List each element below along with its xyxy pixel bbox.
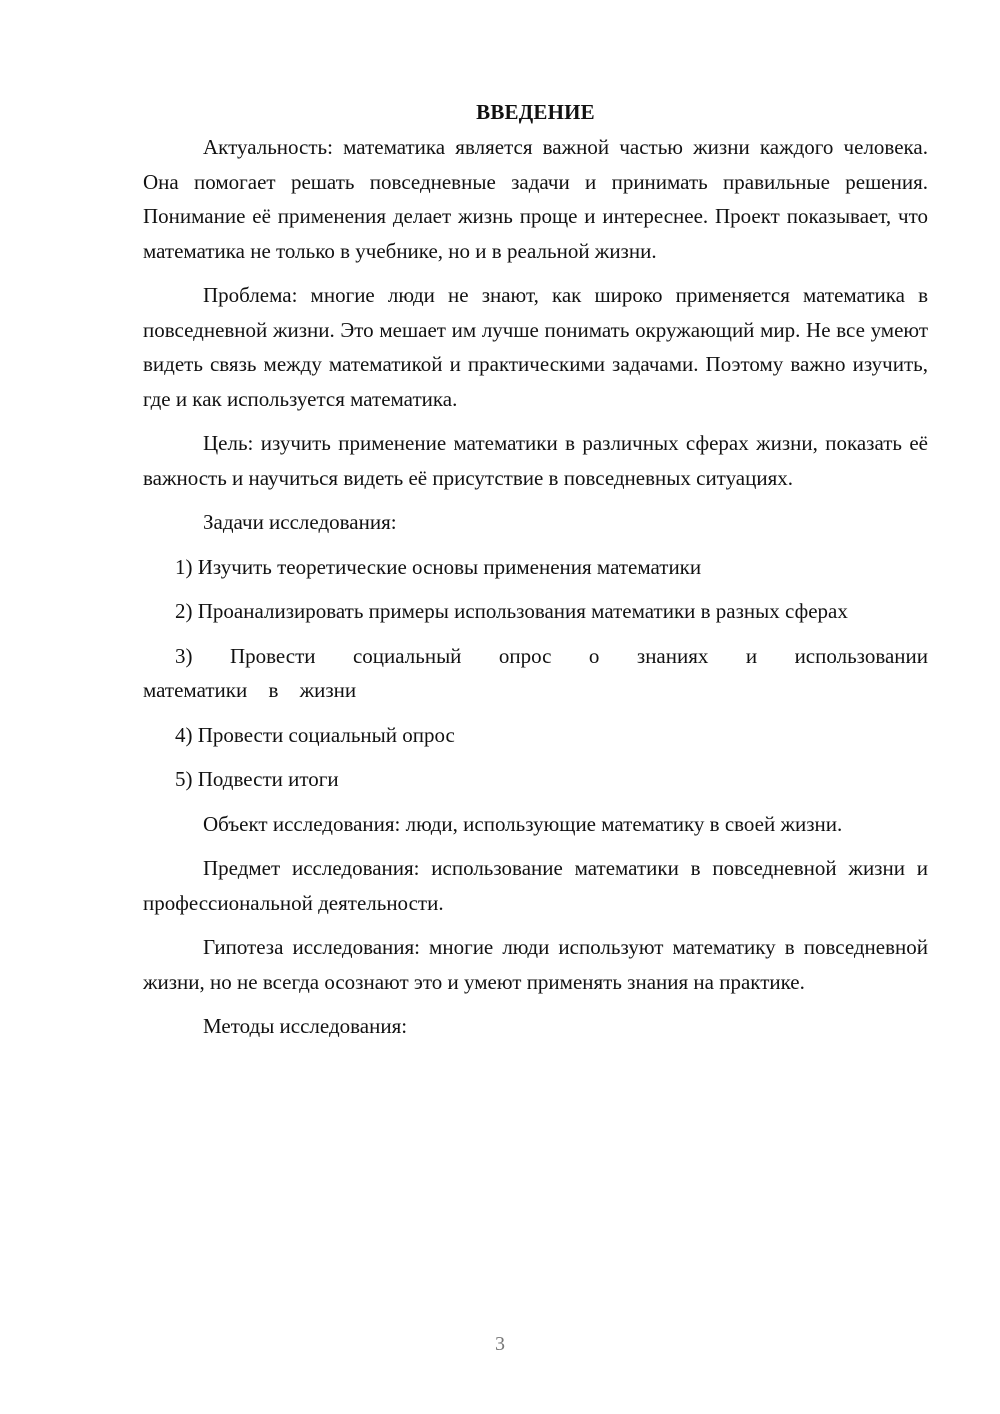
- paragraph-goal: Цель: изучить применение математики в различных сферах жизни, показать её важность и научиться видеть её присутствие в повседневных ситуациях.: [143, 431, 928, 490]
- paragraph-relevance: Актуальность: математика является важной частью жизни каждого человека. Она помогает решать повседневные задачи и принимать правильные решения. Понимание её применения делает жизнь проще и интереснее. Проект показывает, что математика не только в учебнике, но и в реальной жизни.: [143, 135, 928, 263]
- tasks-heading: Задачи исследования:: [203, 510, 397, 534]
- page-content: [143, 95, 928, 1054]
- methods-heading: Методы исследования:: [203, 1014, 408, 1038]
- paragraph-problem: Проблема: многие люди не знают, как широко применяется математика в повседневной жизни. Это мешает им лучше понимать окружающий мир. Не все умеют видеть связь между математикой и практическими задачами. Поэтому важно изучить, где и как используется математика.: [143, 283, 928, 411]
- paragraph-hypothesis: Гипотеза исследования: многие люди используют математику в повседневной жизни, но не всегда осознают это и умеют применять знания на практике.: [143, 935, 928, 994]
- list-item-task-5: 5) Подвести итоги: [175, 767, 339, 791]
- page-title: ВВЕДЕНИЕ: [476, 100, 595, 124]
- list-item-task-4: 4) Провести социальный опрос: [175, 722, 455, 747]
- page-number: 3: [495, 1333, 505, 1355]
- paragraph-object: Объект исследования: люди, использующие математику в своей жизни.: [203, 811, 843, 836]
- list-item-task-3: 3) Провести социальный опрос о знаниях и использовании математики в жизни: [143, 643, 928, 702]
- list-item-task-1: 1) Изучить теоретические основы применения математики: [175, 554, 702, 579]
- list-item-task-2: 2) Проанализировать примеры использования математики в разных сферах: [175, 599, 848, 623]
- paragraph-subject: Предмет исследования: использование математики в повседневной жизни и профессиональной деятельности.: [143, 856, 928, 915]
